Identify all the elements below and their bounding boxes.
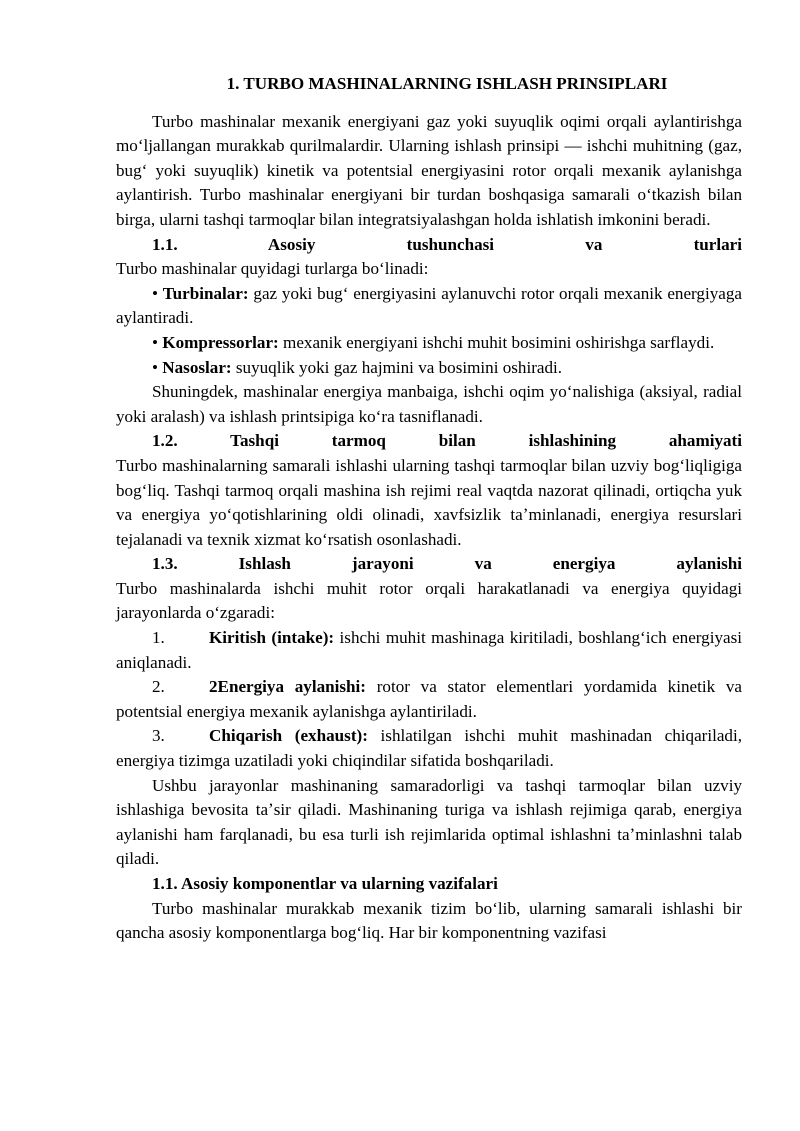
heading-word: ishlashining (528, 431, 617, 451)
heading-word: ahamiyati (668, 431, 742, 451)
components-paragraph: Turbo mashinalar murakkab mexanik tizim boʻlib, ularning samarali ishlashi bir qancha asosiy komponentlarga bogʻliq. Har bir komponentning vazifasi (116, 898, 742, 943)
bullet-mark: • (152, 283, 158, 303)
bullet-term: Turbinalar: (162, 283, 249, 303)
heading-word: Ishlash (238, 554, 291, 574)
heading-word: bilan (438, 431, 476, 451)
process-summary-paragraph: Ushbu jarayonlar mashinaning samaradorligi va tashqi tarmoqlar bilan uzviy ishlashiga bevosita taʼsir qiladi. Mashinaning turiga va ishlash rejimiga qarab, energiya aylanishi ham farqlanadi, bu esa turli ish rejimlarida optimal ishlashni taʼminlashni talab qiladi. (116, 775, 742, 869)
bullet-mark: • (152, 332, 158, 352)
numbered-item (116, 724, 742, 773)
section-heading-1-3 (116, 552, 742, 577)
section-heading-1-2 (116, 429, 742, 454)
heading-word: Asosiy (267, 234, 316, 254)
item-text: ishchi muhit mashinaga kiritiladi, boshlangʻich energiyasi aniqlanadi. (116, 628, 743, 672)
item-number: 2. (152, 677, 165, 697)
section-heading-components (116, 872, 742, 897)
section-heading-1-1 (116, 233, 742, 258)
bullet-term: Nasoslar: (162, 357, 232, 377)
heading-word: aylanishi (676, 554, 742, 574)
item-text: rotor va stator elementlari yordamida kinetik va potentsial energiya mexanik aylanishga aylantiriladi. (116, 677, 742, 721)
heading-word: va (474, 554, 492, 574)
item-text: ishlatilgan ishchi muhit mashinadan chiqariladi, energiya tizimga uzatiladi yoki chiqindilar sifatida boshqariladi. (116, 726, 742, 771)
item-number: 1. (152, 628, 165, 648)
bullet-mark: • (152, 357, 158, 377)
heading-word: 1.3. (152, 554, 178, 574)
bullet-item (116, 356, 742, 381)
bullet-term: Kompressorlar: (162, 332, 279, 352)
bullet-text: gaz yoki bugʻ energiyasini aylanuvchi rotor orqali mexanik energiyaga aylantiradi. (116, 283, 742, 328)
classification-paragraph: Shuningdek, mashinalar energiya manbaiga, ishchi oqim yoʻnalishiga (aksiyal, radial yoki aralash) va ishlash printsipiga koʻra tasniflanadi. (116, 382, 742, 426)
bullet-item (116, 331, 742, 356)
item-term: Kiritish (intake): (209, 628, 335, 648)
bullet-text: suyuqlik yoki gaz hajmini va bosimini oshiradi. (231, 357, 563, 377)
network-paragraph: Turbo mashinalarning samarali ishlashi ularning tashqi tarmoqlar bilan uzviy bogʻliqligiga bogʻliq. Tashqi tarmoq orqali mashina ish rejimi real vaqtda nazorat qilinadi, ortiqcha yuk va energiya yoʻqotishlarining oldi olinadi, xavfsizlik taʼminlanadi, energiya resurslari tejalanadi va texnik xizmat koʻrsatish osonlashadi. (116, 455, 742, 549)
heading-word: energiya (552, 554, 616, 574)
heading-word: 1.1. (152, 234, 178, 254)
item-term: 2Energiya aylanishi: (209, 677, 366, 697)
heading-word: tarmoq (331, 431, 386, 451)
heading-text: 1.1. Asosiy komponentlar va ularning vazifalari (152, 874, 498, 893)
intro-paragraph: Turbo mashinalar mexanik energiyani gaz yoki suyuqlik oqimi orqali aylantirishga moʻljallangan murakkab qurilmalardir. Ularning ishlash prinsipi — ishchi muhitning (gaz, bugʻ yoki suyuqlik) kinetik va potentsial energiyasini rotor orqali mexanik aylanishga aylantirish. Turbo mashinalar energiyani bir turdan boshqasiga samarali oʻtkazish bilan birga, ularni tashqi tarmoqlar bilan integratsiyalashgan holda ishlatish imkonini beradi. (116, 111, 742, 229)
heading-word: turlari (693, 234, 742, 254)
process-lead: Turbo mashinalarda ishchi muhit rotor orqali harakatlanadi va energiya quyidagi jarayonlarda oʻzgaradi: (116, 578, 742, 623)
item-number: 3. (152, 726, 165, 746)
heading-word: Tashqi (230, 431, 279, 451)
heading-word: va (585, 234, 603, 254)
document-title: 1. TURBO MASHINALARNING ISHLASH PRINSIPLARI (226, 74, 668, 93)
heading-word: 1.2. (152, 431, 178, 451)
document-page (116, 72, 742, 946)
types-lead: Turbo mashinalar quyidagi turlarga boʻlinadi: (116, 259, 429, 279)
bullet-text: mexanik energiyani ishchi muhit bosimini oshirishga sarflaydi. (278, 332, 715, 352)
heading-word: jarayoni (351, 554, 414, 574)
numbered-item (116, 626, 742, 675)
numbered-item (116, 675, 742, 724)
item-term: Chiqarish (exhaust): (209, 726, 368, 746)
bullet-item (116, 282, 742, 331)
heading-word: tushunchasi (406, 234, 495, 254)
